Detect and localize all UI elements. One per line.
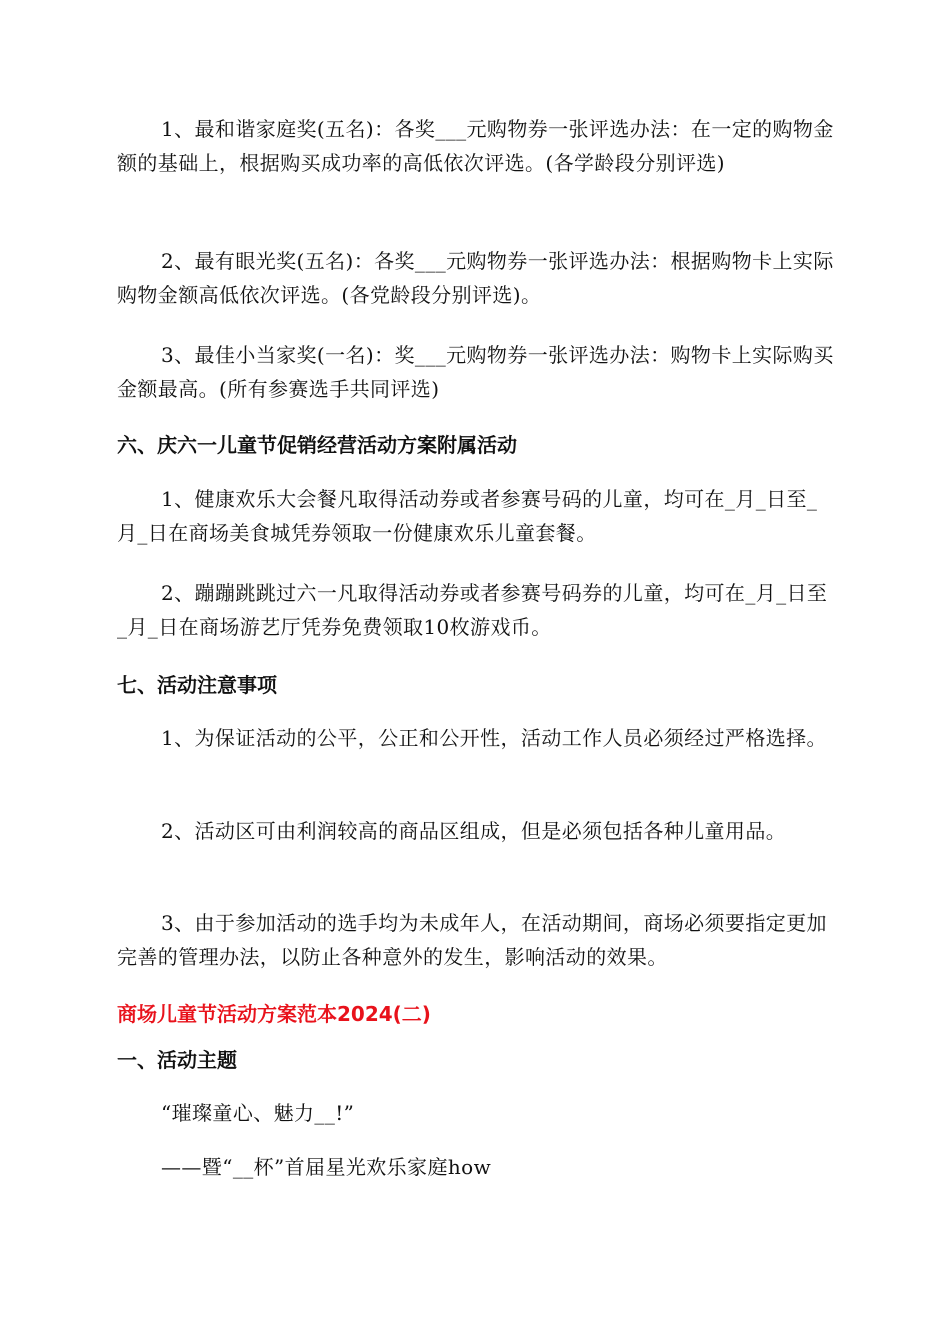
section-6-item-1: 1、健康欢乐大会餐凡取得活动券或者参赛号码的儿童，均可在_月_日至_月_日在商场美食城凭券领取一份健康欢乐儿童套餐。: [117, 487, 818, 545]
section-7-heading: 七、活动注意事项: [117, 673, 277, 697]
award-item-3: 3、最佳小当家奖(一名)：奖___元购物券一张评选办法：购物卡上实际购买金额最高。(所有参赛选手共同评选): [117, 343, 834, 401]
section-6-heading: 六、庆六一儿童节促销经营活动方案附属活动: [117, 433, 517, 457]
award-item-1: 1、最和谐家庭奖(五名)：各奖___元购物券一张评选办法：在一定的购物金额的基础上，根据购买成功率的高低依次评选。(各学龄段分别评选): [117, 117, 834, 175]
section-7-item-3: 3、由于参加活动的选手均为未成年人，在活动期间，商场必须要指定更加完善的管理办法，以防止各种意外的发生，影响活动的效果。: [117, 911, 827, 969]
section-6-item-2: 2、蹦蹦跳跳过六一凡取得活动券或者参赛号码券的儿童，均可在_月_日至_月_日在商场游艺厅凭券免费领取10枚游戏币。: [117, 581, 828, 639]
section-7-item-1: 1、为保证活动的公平，公正和公开性，活动工作人员必须经过严格选择。: [161, 726, 827, 750]
theme-slogan: “璀璨童心、魅力__!”: [161, 1101, 355, 1125]
part-2-title: 商场儿童节活动方案范本2024(二): [117, 1002, 431, 1026]
section-7-item-2: 2、活动区可由利润较高的商品区组成，但是必须包括各种儿童用品。: [161, 819, 787, 843]
theme-heading: 一、活动主题: [117, 1048, 237, 1072]
award-item-2: 2、最有眼光奖(五名)：各奖___元购物券一张评选办法：根据购物卡上实际购物金额高低依次评选。(各党龄段分别评选)。: [117, 249, 834, 307]
theme-subtitle: ——暨“__杯”首届星光欢乐家庭how: [161, 1155, 492, 1179]
